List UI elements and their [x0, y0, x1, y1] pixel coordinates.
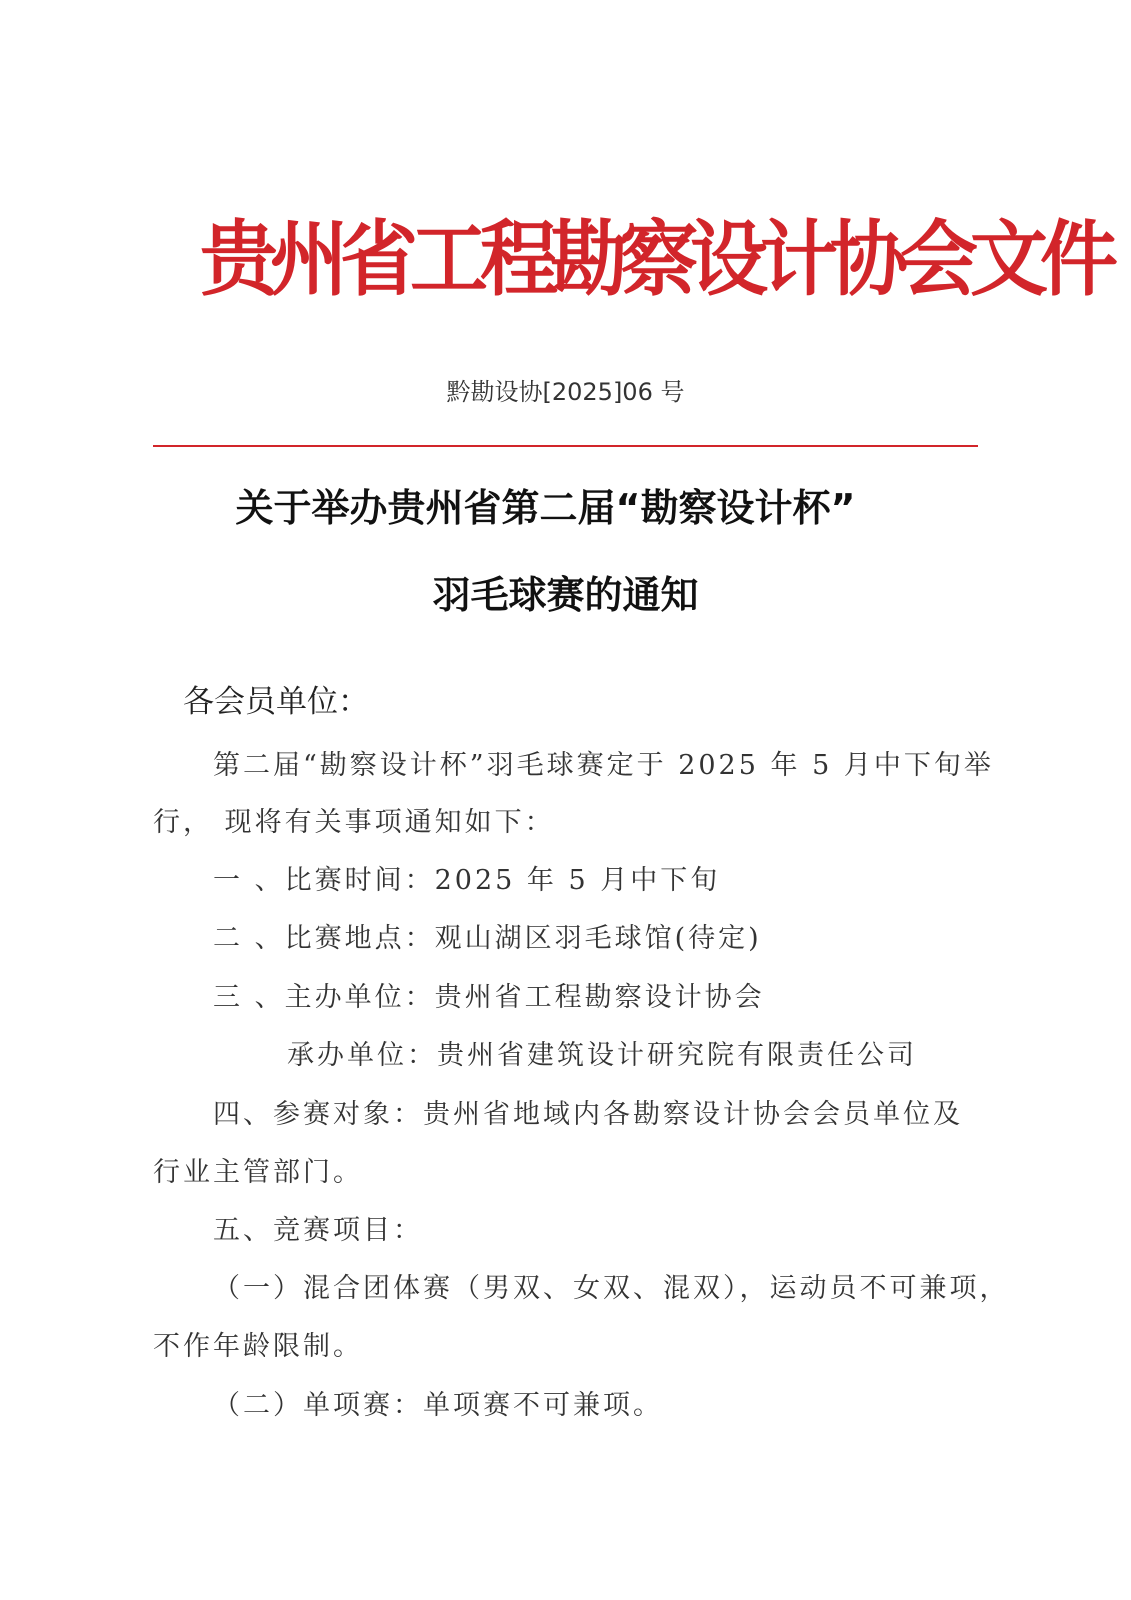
item-3-host: 三 、主办单位：贵州省工程勘察设计协会 — [213, 982, 765, 1013]
intro-line-1: 第二届“勘察设计杯”羽毛球赛定于 2025 年 5 月中下旬举 — [213, 750, 994, 781]
red-divider — [153, 445, 978, 447]
item-5-1-line-1: （一）混合团体赛（男双、女双、混双），运动员不可兼项， — [213, 1273, 1010, 1304]
item-4-line-2: 行业主管部门。 — [153, 1157, 363, 1188]
item-2-venue: 二 、比赛地点：观山湖区羽毛球馆(待定) — [213, 923, 762, 954]
item-5-heading: 五、竞赛项目： — [213, 1215, 423, 1246]
item-1-time: 一 、比赛时间：2025 年 5 月中下旬 — [213, 865, 721, 896]
salutation: 各会员单位： — [183, 684, 369, 720]
notice-title-line-1: 关于举办贵州省第二届“勘察设计杯” — [235, 486, 856, 530]
org-header-title: 贵州省工程勘察设计协会文件 — [200, 211, 1111, 308]
item-4-line-1: 四、参赛对象：贵州省地域内各勘察设计协会会员单位及 — [213, 1099, 963, 1130]
item-5-1-line-2: 不作年龄限制。 — [153, 1331, 363, 1362]
notice-title-line-2: 羽毛球赛的通知 — [432, 573, 699, 617]
item-5-2: （二）单项赛：单项赛不可兼项。 — [213, 1390, 663, 1421]
document-number: 黔勘设协[2025]06 号 — [446, 378, 685, 406]
intro-line-2: 行， 现将有关事项通知如下： — [153, 807, 555, 838]
item-3-organizer: 承办单位：贵州省建筑设计研究院有限责任公司 — [287, 1040, 917, 1071]
